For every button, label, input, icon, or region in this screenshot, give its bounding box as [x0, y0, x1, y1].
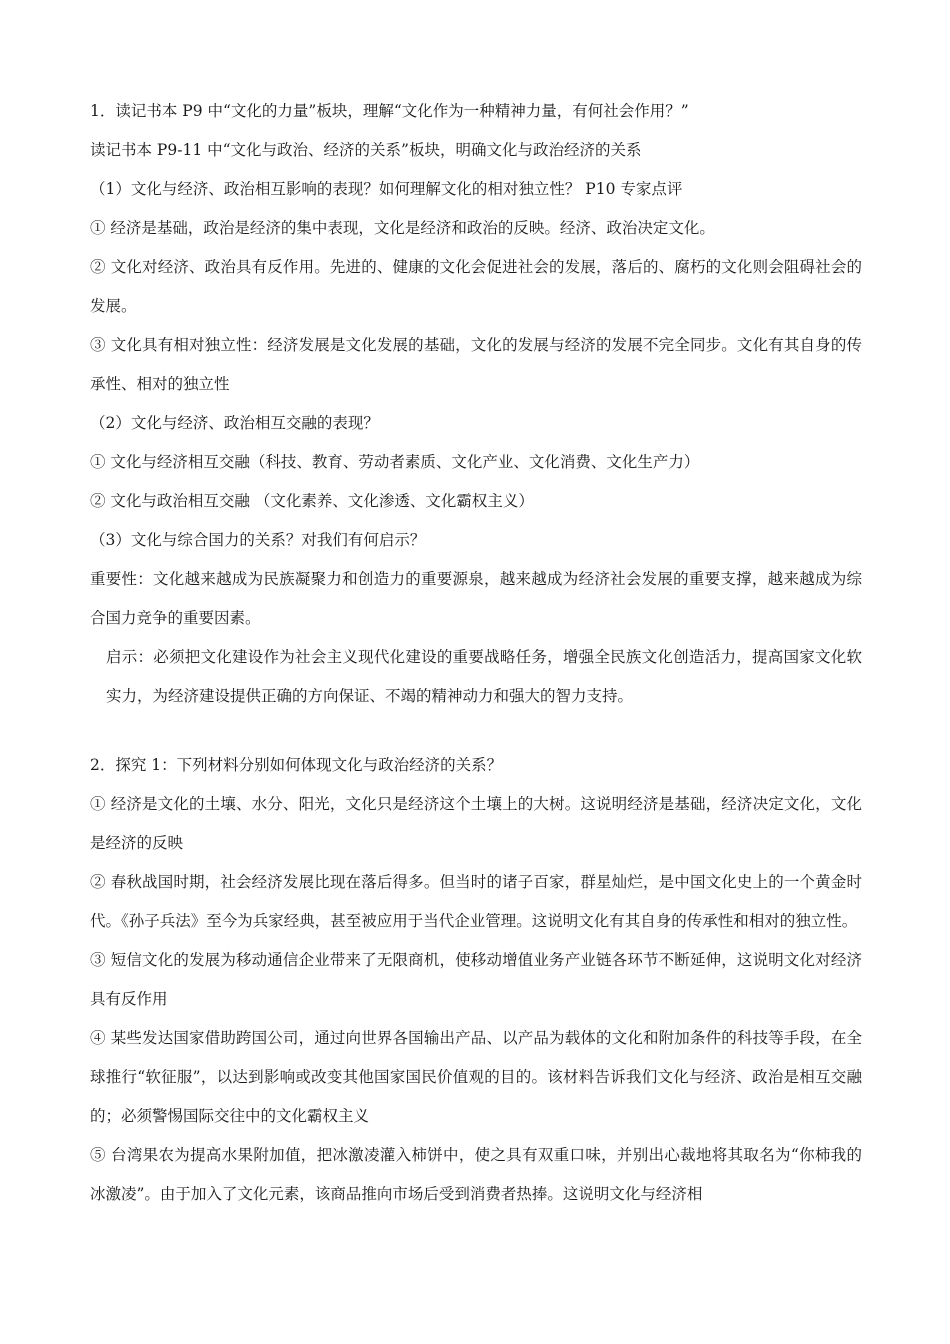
material-item-2: ② 春秋战国时期，社会经济发展比现在落后得多。但当时的诸子百家，群星灿烂，是中国文化史上的一个黄金时代。《孙子兵法》至今为兵家经典，甚至被应用于当代企业管理。这说明文化有其自身的传承性和相对的独立性。: [90, 873, 862, 930]
material-item-1: ① 经济是文化的土壤、水分、阳光，文化只是经济这个土壤上的大树。这说明经济是基础，经济决定文化，文化是经济的反映: [90, 795, 862, 852]
material-item-3: ③ 短信文化的发展为移动通信企业带来了无限商机，使移动增值业务产业链各环节不断延伸，这说明文化对经济具有反作用: [90, 951, 862, 1008]
section2-heading: 2．探究 1：下列材料分别如何体现文化与政治经济的关系？: [90, 756, 503, 774]
q2-point-1: ① 文化与经济相互交融（科技、教育、劳动者素质、文化产业、文化消费、文化生产力）: [90, 453, 700, 471]
section-gap: [90, 716, 862, 746]
q1-point-3: ③ 文化具有相对独立性：经济发展是文化发展的基础，文化的发展与经济的发展不完全同步。文化有其自身的传承性、相对的独立性: [90, 336, 862, 393]
material-item-4: ④ 某些发达国家借助跨国公司，通过向世界各国输出产品、以产品为载体的文化和附加条件的科技等手段，在全球推行“软征服”，以达到影响或改变其他国家国民价值观的目的。该材料告诉我们文化与经济、政治是相互交融的；必须警惕国际交往中的文化霸权主义: [90, 1029, 862, 1125]
document-content: [90, 92, 862, 1214]
enlightenment-paragraph: 启示：必须把文化建设作为社会主义现代化建设的重要战略任务，增强全民族文化创造活力，提高国家文化软实力，为经济建设提供正确的方向保证、不竭的精神动力和强大的智力支持。: [106, 648, 862, 705]
importance-paragraph: 重要性：文化越来越成为民族凝聚力和创造力的重要源泉，越来越成为经济社会发展的重要支撑，越来越成为综合国力竞争的重要因素。: [90, 570, 862, 627]
q1-point-2: ② 文化对经济、政治具有反作用。先进的、健康的文化会促进社会的发展，落后的、腐朽的文化则会阻碍社会的发展。: [90, 258, 862, 315]
section1-heading: 1．读记书本 P9 中“文化的力量”板块，理解“文化作为一种精神力量，有何社会作用？”: [90, 102, 689, 120]
question-2: （2）文化与经济、政治相互交融的表现？: [90, 414, 379, 432]
q2-point-2: ② 文化与政治相互交融 （文化素养、文化渗透、文化霸权主义）: [90, 492, 534, 510]
section1-intro: 读记书本 P9-11 中“文化与政治、经济的关系”板块，明确文化与政治经济的关系: [90, 141, 642, 159]
material-item-5: ⑤ 台湾果农为提高水果附加值，把冰激凌灌入柿饼中，使之具有双重口味，并别出心裁地将其取名为“你柿我的冰激凌”。由于加入了文化元素，该商品推向市场后受到消费者热捧。这说明文化与经济相: [90, 1146, 862, 1203]
question-3: （3）文化与综合国力的关系？对我们有何启示？: [90, 531, 426, 549]
q1-point-1: ① 经济是基础，政治是经济的集中表现，文化是经济和政治的反映。经济、政治决定文化。: [90, 219, 715, 237]
question-1: （1）文化与经济、政治相互影响的表现？如何理解文化的相对独立性？ P10 专家点评: [90, 180, 683, 198]
